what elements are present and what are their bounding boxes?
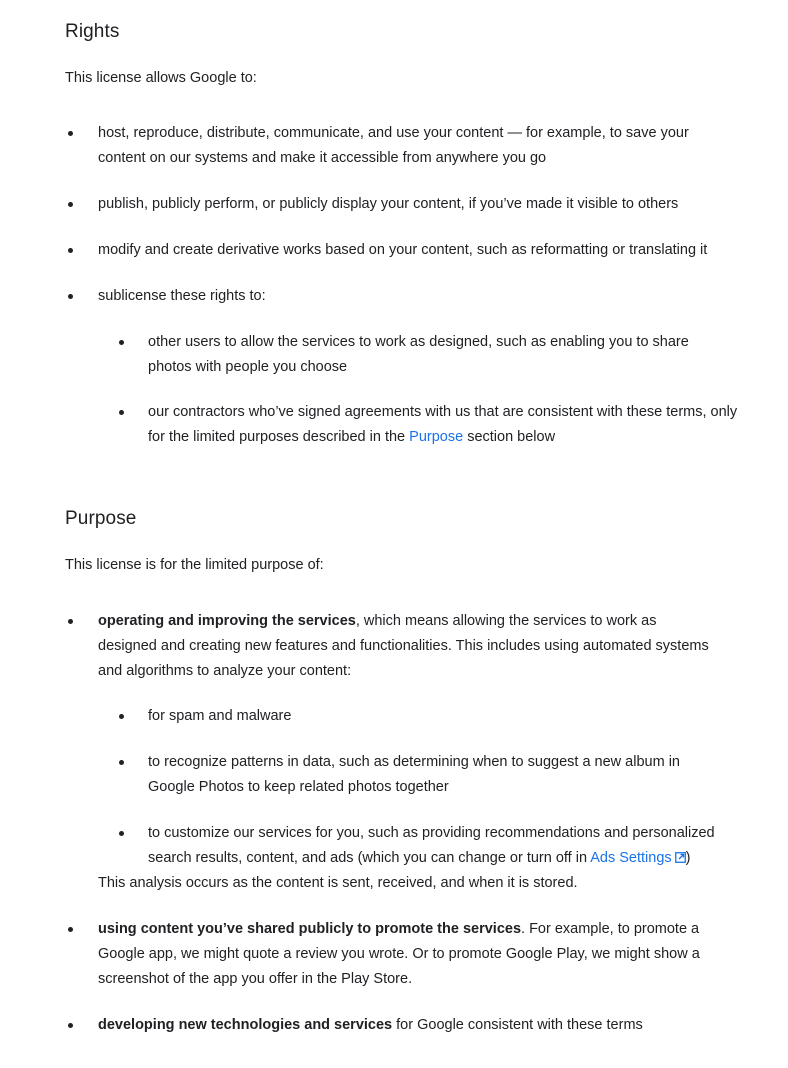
- external-link-icon: [675, 852, 686, 863]
- purpose-link[interactable]: Purpose: [409, 429, 464, 445]
- purpose-heading: Purpose: [65, 508, 137, 529]
- bullet-icon: [68, 1023, 73, 1028]
- bullet-icon: [68, 294, 73, 299]
- rights-intro: This license allows Google to:: [65, 70, 257, 86]
- analysis-note: This analysis occurs as the content is sent, received, and when it is stored.: [98, 875, 578, 891]
- bullet-icon: [119, 760, 124, 765]
- sub-list-item: our contractors who’ve signed agreements with us that are consistent with these terms, only for the limited purposes described in the Purpose section below: [148, 400, 738, 450]
- bullet-icon: [68, 619, 73, 624]
- list-item: using content you’ve shared publicly to promote the services. For example, to promote a Google app, we might quote a review you wrote. Or to promote Google Play, we might show a screenshot of the app you offer in the Play Store.: [98, 917, 726, 992]
- sub-list-item: other users to allow the services to work as designed, such as enabling you to share photos with people you choose: [148, 330, 708, 380]
- bullet-icon: [68, 248, 73, 253]
- sub-list-item: to customize our services for you, such as providing recommendations and personalized search results, content, and ads (which you can change or turn off in Ads Settings ): [148, 821, 733, 871]
- bullet-icon: [119, 831, 124, 836]
- rights-heading: Rights: [65, 21, 120, 42]
- list-item: modify and create derivative works based on your content, such as reformatting or translating it: [98, 238, 738, 263]
- list-item: sublicense these rights to:: [98, 284, 738, 309]
- sub-list-item: for spam and malware: [148, 704, 738, 729]
- bullet-icon: [68, 202, 73, 207]
- list-item: publish, publicly perform, or publicly display your content, if you’ve made it visible to others: [98, 192, 738, 217]
- list-item: operating and improving the services, which means allowing the services to work as designed and creating new features and functionalities. This includes using automated systems and algorithms to analyze your content:: [98, 609, 718, 684]
- purpose-intro: This license is for the limited purpose of:: [65, 557, 324, 573]
- bullet-icon: [119, 340, 124, 345]
- bullet-icon: [119, 410, 124, 415]
- list-item: developing new technologies and services for Google consistent with these terms: [98, 1013, 738, 1038]
- list-item: host, reproduce, distribute, communicate, and use your content — for example, to save your content on our systems and make it accessible from anywhere you go: [98, 121, 738, 171]
- sub-list-item: to recognize patterns in data, such as determining when to suggest a new album in Google Photos to keep related photos together: [148, 750, 708, 800]
- bullet-icon: [68, 131, 73, 136]
- bullet-icon: [68, 927, 73, 932]
- ads-settings-link[interactable]: Ads Settings: [590, 850, 685, 866]
- bullet-icon: [119, 714, 124, 719]
